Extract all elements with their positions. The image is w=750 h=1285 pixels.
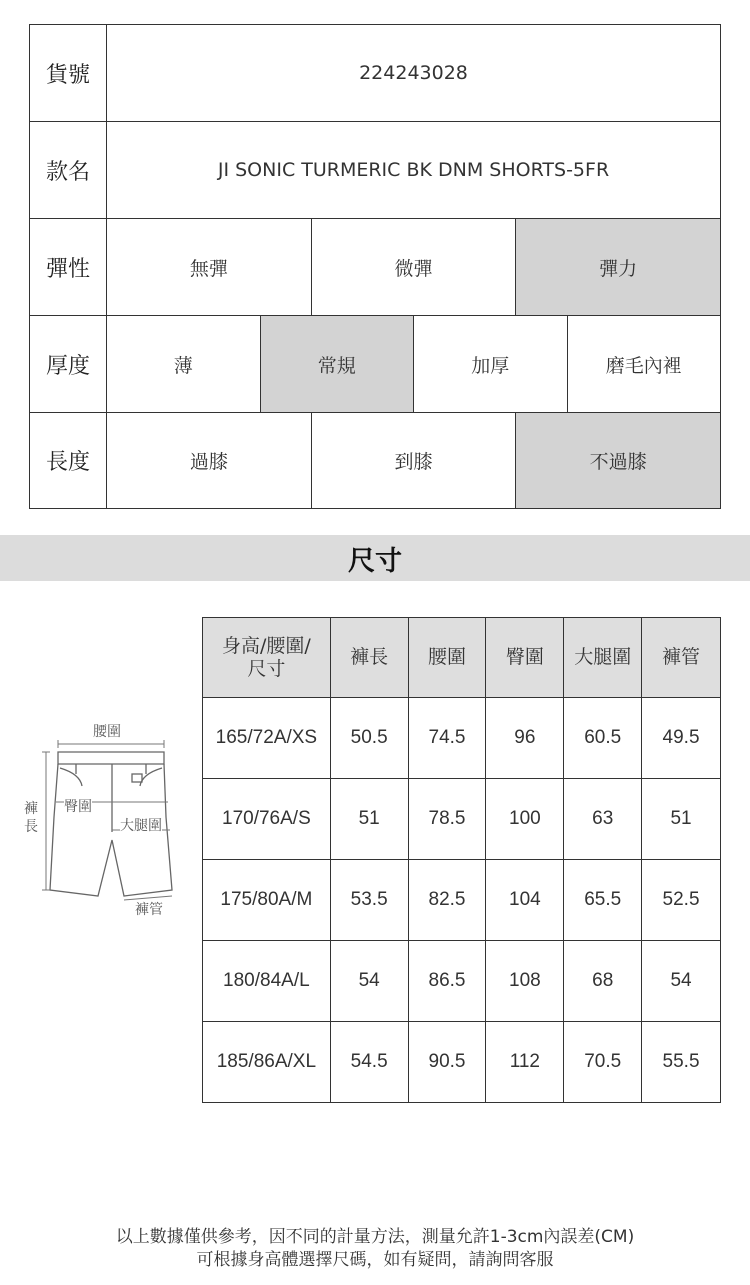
elasticity-option: 無彈 [107, 219, 312, 316]
hip-label: 臀圍 [64, 799, 92, 815]
hem-label: 褲管 [135, 902, 163, 918]
value-cell: 60.5 [564, 698, 642, 779]
value-cell: 52.5 [642, 860, 721, 941]
size-table [202, 617, 721, 1103]
value-cell: 82.5 [409, 860, 487, 941]
table-row [203, 698, 721, 779]
product-name: JI SONIC TURMERIC BK DNM SHORTS-5FR [107, 122, 721, 219]
value-cell: 63 [564, 779, 642, 860]
size-table-header [203, 618, 721, 698]
spec-row-thickness [30, 316, 721, 413]
thickness-option: 薄 [107, 316, 261, 413]
value-cell: 54 [331, 941, 409, 1022]
header-column: 褲管 [642, 618, 721, 698]
header-column: 臀圍 [486, 618, 564, 698]
value-cell: 55.5 [642, 1022, 721, 1103]
value-cell: 51 [331, 779, 409, 860]
length-label-1: 褲 [24, 801, 38, 817]
size-section-title: 尺寸 [0, 535, 750, 581]
shorts-measurement-diagram [20, 722, 200, 922]
size-cell: 170/76A/S [203, 779, 331, 860]
spec-row-name [30, 122, 721, 219]
item-number: 224243028 [107, 25, 721, 122]
value-cell: 108 [486, 941, 564, 1022]
length-label-2: 長 [24, 819, 38, 835]
size-cell: 165/72A/XS [203, 698, 331, 779]
value-cell: 65.5 [564, 860, 642, 941]
value-cell: 112 [486, 1022, 564, 1103]
value-cell: 50.5 [331, 698, 409, 779]
header-size-line2: 尺寸 [247, 657, 286, 680]
header-size-cell [203, 618, 331, 698]
value-cell: 96 [486, 698, 564, 779]
elasticity-option: 微彈 [312, 219, 517, 316]
value-cell: 68 [564, 941, 642, 1022]
spec-row-item-no [30, 25, 721, 122]
thigh-label: 大腿圍 [120, 818, 162, 834]
size-disclaimer [0, 1226, 750, 1272]
size-cell: 175/80A/M [203, 860, 331, 941]
size-cell: 185/86A/XL [203, 1022, 331, 1103]
thickness-option: 加厚 [414, 316, 568, 413]
spec-row-elasticity [30, 219, 721, 316]
value-cell: 100 [486, 779, 564, 860]
size-cell: 180/84A/L [203, 941, 331, 1022]
spec-label: 厚度 [30, 316, 107, 413]
disclaimer-line-2: 可根據身高體選擇尺碼，如有疑問，請詢問客服 [196, 1250, 554, 1270]
spec-label: 款名 [30, 122, 107, 219]
value-cell: 74.5 [409, 698, 487, 779]
value-cell: 104 [486, 860, 564, 941]
value-cell: 49.5 [642, 698, 721, 779]
table-row [203, 941, 721, 1022]
header-column: 大腿圍 [564, 618, 642, 698]
table-row [203, 1022, 721, 1103]
value-cell: 51 [642, 779, 721, 860]
header-column: 褲長 [331, 618, 409, 698]
disclaimer-line-1: 以上數據僅供參考，因不同的計量方法，測量允許1-3cm內誤差(CM) [115, 1227, 635, 1247]
value-cell: 70.5 [564, 1022, 642, 1103]
table-row [203, 779, 721, 860]
length-option: 不過膝 [516, 413, 721, 509]
header-column: 腰圍 [409, 618, 487, 698]
spec-label: 貨號 [30, 25, 107, 122]
value-cell: 54 [642, 941, 721, 1022]
elasticity-option: 彈力 [516, 219, 721, 316]
length-option: 到膝 [312, 413, 517, 509]
spec-row-length [30, 413, 721, 509]
value-cell: 53.5 [331, 860, 409, 941]
shorts-outline-icon [20, 722, 200, 922]
value-cell: 78.5 [409, 779, 487, 860]
spec-label: 長度 [30, 413, 107, 509]
header-size-line1: 身高/腰圍/ [221, 634, 311, 657]
waist-label: 腰圍 [93, 724, 121, 740]
value-cell: 54.5 [331, 1022, 409, 1103]
value-cell: 86.5 [409, 941, 487, 1022]
thickness-option: 常規 [261, 316, 415, 413]
thickness-option: 磨毛內裡 [568, 316, 722, 413]
value-cell: 90.5 [409, 1022, 487, 1103]
spec-table [29, 24, 721, 509]
length-option: 過膝 [107, 413, 312, 509]
table-row [203, 860, 721, 941]
spec-label: 彈性 [30, 219, 107, 316]
